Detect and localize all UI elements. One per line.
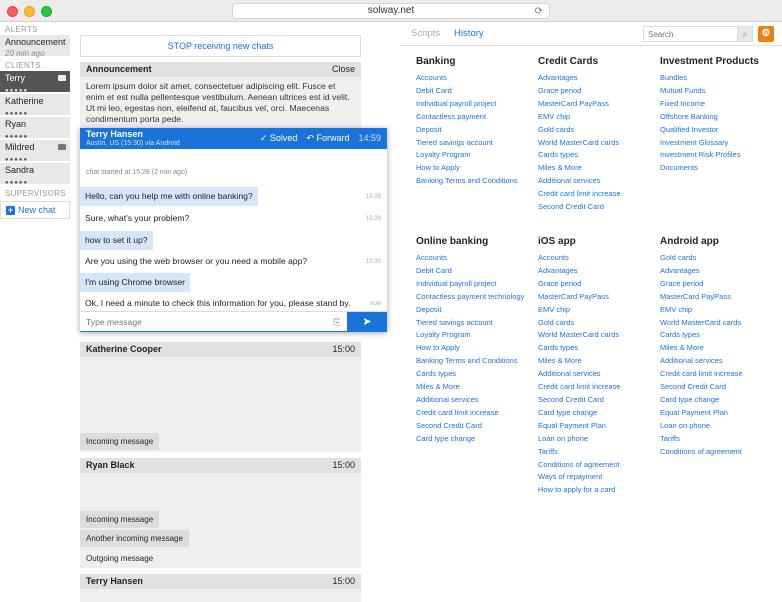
category-title: Banking	[416, 56, 456, 67]
sidebar-item-label: Sandra	[5, 165, 35, 175]
announcement-title: Announcement	[86, 64, 152, 74]
client-rating: ●●●●●	[5, 134, 29, 140]
chat-actions	[260, 133, 381, 144]
conversation-header	[80, 342, 361, 357]
sidebar-item-ryan[interactable]	[0, 117, 70, 138]
script-link[interactable]: Credit card limit increase	[538, 382, 621, 392]
conversation-name: Terry Hansen	[86, 576, 143, 586]
script-link[interactable]: MasterCard PayPass	[538, 291, 609, 301]
message-incoming: Incoming message	[80, 511, 159, 528]
script-link[interactable]: Loyalty Program	[416, 330, 471, 340]
category-title: iOS app	[538, 236, 576, 247]
script-link[interactable]: Offshore Banking	[660, 111, 718, 121]
script-link[interactable]: How to Apply	[416, 343, 460, 353]
conversation-katherine[interactable]	[80, 342, 361, 452]
script-link[interactable]: Miles & More	[538, 356, 582, 366]
message-incoming: how to set it up?	[80, 231, 153, 250]
chat-header	[80, 128, 387, 149]
close-window-button[interactable]	[7, 6, 18, 17]
script-link[interactable]: Credit card limit increase	[416, 407, 499, 417]
conversation-header	[80, 458, 361, 473]
conversation-header	[80, 574, 361, 589]
script-link[interactable]: Advantages	[538, 73, 578, 82]
solved-button[interactable]: ✓ Solved	[259, 133, 298, 143]
script-link[interactable]: How to apply for a card	[538, 485, 616, 495]
chat-client-location: Austin, US (15:30) via Android	[86, 140, 180, 147]
script-link[interactable]: Additional services	[538, 369, 601, 379]
category-banking	[416, 56, 536, 188]
stop-receiving-button[interactable]: STOP receiving new chats	[80, 35, 361, 57]
script-link[interactable]: Advantages	[538, 265, 578, 275]
browser-chrome	[0, 0, 782, 22]
sidebar-item-mildred[interactable]	[0, 140, 70, 161]
reload-icon[interactable]: ⟳	[534, 6, 543, 17]
script-link[interactable]: MasterCard PayPass	[660, 291, 731, 301]
script-link[interactable]: Grace period	[538, 85, 582, 95]
minimize-window-button[interactable]	[24, 6, 35, 17]
message-time: 15:28	[365, 194, 381, 200]
scripts-panel	[405, 22, 782, 602]
category-title: Investment Products	[660, 56, 759, 67]
chat-input-bar	[80, 311, 387, 332]
script-link[interactable]: Individual payroll project	[416, 98, 497, 108]
message-incoming: I'm using Chrome browser	[80, 273, 190, 292]
message-outgoing: Ok, I need a minute to check this information for you, please stand by.	[85, 298, 351, 308]
script-link[interactable]: Cards types	[416, 369, 457, 379]
script-link[interactable]: Accounts	[538, 253, 569, 262]
client-rating: ●●●●●	[5, 180, 29, 186]
alerts-label: ALERTS	[5, 25, 38, 34]
announcement-text: Lorem ipsum dolor sit amet, consectetuer adipiscing elit. Fusce et enim et est nulla pellentesque vestibulum. Aenean ultrices est id velit. Ut mi leo, egestas non, eleifend at, faucibus vel, orci. Maecenas condimentum porta pede.	[86, 81, 350, 124]
script-link[interactable]: Additional services	[538, 176, 601, 186]
message-time: now	[369, 301, 381, 307]
script-link[interactable]: Mutual Funds	[660, 85, 706, 95]
message-incoming: Hello, can you help me with online banking?	[80, 187, 258, 206]
conversation-time: 15:00	[332, 460, 355, 470]
chat-bubble-icon	[58, 144, 66, 150]
client-rating: ●●●●●	[5, 111, 29, 117]
script-link[interactable]: Accounts	[416, 253, 447, 262]
script-link[interactable]: Tiered savings account	[416, 137, 493, 147]
message-incoming: Incoming message	[80, 433, 159, 450]
script-link[interactable]: Second Credit Card	[538, 202, 604, 212]
script-link[interactable]: Gold cards	[660, 253, 697, 262]
script-link[interactable]: Additional services	[660, 356, 723, 366]
conversation-time: 15:00	[332, 344, 355, 354]
sidebar-item-katherine[interactable]	[0, 94, 70, 115]
conversation-time: 15:00	[332, 576, 355, 586]
announcement-header	[80, 62, 361, 77]
script-link[interactable]: Miles & More	[538, 163, 582, 173]
category-android-app	[660, 236, 780, 459]
script-link[interactable]: Advantages	[660, 265, 700, 275]
scripts-toolbar	[400, 22, 782, 46]
chat-column	[80, 22, 381, 602]
script-link[interactable]: Contactless payment technology	[416, 291, 525, 301]
script-link[interactable]: Conditions of agreement	[660, 446, 742, 456]
plus-icon: +	[7, 204, 14, 215]
chat-client-name: Terry Hansen	[86, 129, 143, 139]
script-link[interactable]: World MasterCard cards	[538, 137, 620, 147]
category-ios-app	[538, 236, 658, 497]
script-link[interactable]: Cards types	[660, 330, 701, 340]
script-link[interactable]: World MasterCard cards	[660, 317, 742, 327]
script-link[interactable]: Fixed Income	[660, 98, 706, 108]
window-controls	[7, 6, 52, 17]
script-link[interactable]: Equal Payment Plan	[538, 420, 606, 430]
chat-started-note: chat started at 15:28 (2 min ago)	[86, 169, 188, 176]
script-link[interactable]: Cards types	[538, 343, 579, 353]
sidebar	[0, 22, 72, 602]
sidebar-item-label: Mildred	[5, 142, 35, 152]
script-link[interactable]: Accounts	[416, 73, 447, 82]
script-link[interactable]: Contactless payment	[416, 111, 487, 121]
clients-label: CLIENTS	[5, 61, 41, 70]
script-link[interactable]: Miles & More	[660, 343, 704, 353]
script-link[interactable]: Cards types	[538, 150, 579, 160]
attach-icon[interactable]: ⎘	[333, 312, 347, 332]
chat-messages	[80, 149, 387, 310]
script-link[interactable]: MasterCard PayPass	[538, 98, 609, 108]
script-link[interactable]: Individual payroll project	[416, 278, 497, 288]
script-link[interactable]: How to Apply	[416, 163, 460, 173]
chat-bubble-icon	[58, 75, 66, 81]
script-link[interactable]: Tariffs	[538, 446, 558, 456]
sidebar-item-label: Announcement	[5, 37, 66, 47]
alert-time: 20 min ago	[5, 49, 45, 58]
script-link[interactable]: Grace period	[538, 278, 582, 288]
script-link[interactable]: Credit card limit increase	[660, 369, 743, 379]
message-input[interactable]	[80, 312, 333, 332]
script-link[interactable]: Deposit	[416, 124, 442, 134]
message-outgoing: Outgoing message	[86, 554, 154, 563]
script-link[interactable]: Investment Glossary	[660, 137, 729, 147]
script-link[interactable]: Card type change	[660, 394, 720, 404]
chat-time: 14:59	[358, 133, 381, 143]
script-link[interactable]: Loan on phone	[660, 420, 711, 430]
address-bar[interactable]	[232, 3, 550, 19]
category-investment-products	[660, 56, 780, 175]
conversation-name: Ryan Black	[86, 460, 135, 470]
tab-scripts[interactable]: Scripts	[411, 28, 441, 39]
sidebar-item-label: Katherine	[5, 96, 44, 106]
sidebar-item-terry[interactable]	[0, 71, 70, 92]
conversation-terry[interactable]	[80, 574, 361, 602]
script-link[interactable]: Gold cards	[538, 124, 575, 134]
message-incoming: Another incoming message	[80, 530, 189, 547]
active-chat-window	[80, 128, 387, 332]
script-link[interactable]: Second Credit Card	[416, 420, 482, 430]
conversation-ryan[interactable]	[80, 458, 361, 568]
script-link[interactable]: Credit card limit increase	[538, 189, 621, 199]
script-link[interactable]: Ways of repayment	[538, 472, 603, 482]
address-text: solway.net	[367, 5, 415, 16]
message-time: 15:30	[365, 259, 381, 265]
supervisors-label: SUPERVISORS	[5, 189, 66, 198]
script-link[interactable]: EMV chip	[538, 304, 571, 314]
client-rating: ●●●●●	[5, 157, 29, 163]
settings-icon[interactable]: ⚙	[758, 26, 774, 42]
script-link[interactable]: Conditions of agreement	[538, 459, 620, 469]
script-link[interactable]: Bundles	[660, 73, 688, 82]
script-link[interactable]: Loyalty Program	[416, 150, 471, 160]
script-link[interactable]: Second Credit Card	[538, 394, 604, 404]
script-link[interactable]: Debit Card	[416, 85, 452, 95]
maximize-window-button[interactable]	[41, 6, 52, 17]
new-chat-label: New chat	[18, 205, 56, 215]
script-link[interactable]: Second Credit Card	[660, 382, 726, 392]
conversation-name: Katherine Cooper	[86, 344, 162, 354]
category-credit-cards	[538, 56, 658, 214]
message-time: 15:29	[365, 216, 381, 222]
script-link[interactable]: EMV chip	[660, 304, 693, 314]
script-link[interactable]: Miles & More	[416, 382, 460, 392]
category-title: Android app	[660, 236, 719, 247]
sidebar-item-label: Terry	[5, 73, 25, 83]
script-link[interactable]: World MasterCard cards	[538, 330, 620, 340]
search-icon[interactable]: ⌕	[737, 26, 753, 42]
category-online-banking	[416, 236, 536, 446]
category-title: Credit Cards	[538, 56, 599, 67]
category-title: Online banking	[416, 236, 489, 247]
message-outgoing: Are you using the web browser or you need a mobile app?	[85, 256, 308, 266]
script-link[interactable]: Card type change	[538, 407, 598, 417]
script-link[interactable]: Gold cards	[538, 317, 575, 327]
sidebar-item-sandra[interactable]	[0, 163, 70, 184]
script-link[interactable]: Qualified Investor	[660, 124, 719, 134]
script-link[interactable]: EMV chip	[538, 111, 571, 121]
announcement-close-button[interactable]: Close	[331, 64, 355, 74]
new-chat-button[interactable]	[0, 201, 70, 219]
tab-history[interactable]: History	[454, 28, 484, 39]
script-link[interactable]: Banking Terms and Conditions	[416, 356, 518, 366]
script-link[interactable]: Debit Card	[416, 265, 452, 275]
script-link[interactable]: Loan on phone	[538, 433, 589, 443]
script-link[interactable]: Tariffs	[660, 433, 680, 443]
script-link[interactable]: Additional services	[416, 394, 479, 404]
sidebar-item-announcement[interactable]	[0, 35, 70, 56]
tab-bar	[411, 28, 484, 39]
script-link[interactable]: Grace period	[660, 278, 704, 288]
script-link[interactable]: Deposit	[416, 304, 442, 314]
sidebar-item-label: Ryan	[5, 119, 27, 129]
script-link[interactable]: Documents	[660, 163, 698, 173]
script-link[interactable]: Equal Payment Plan	[660, 407, 728, 417]
message-outgoing: Sure, what's your problem?	[85, 213, 190, 223]
script-link[interactable]: Tiered savings account	[416, 317, 493, 327]
send-button[interactable]: ➤	[347, 312, 387, 332]
client-rating: ●●●●●	[5, 88, 29, 94]
script-link[interactable]: Banking Terms and Conditions	[416, 176, 518, 186]
forward-button[interactable]: ↶ Forward	[306, 133, 350, 143]
script-link[interactable]: Card type change	[416, 433, 476, 443]
script-link[interactable]: Investment Risk Profiles	[660, 150, 741, 160]
